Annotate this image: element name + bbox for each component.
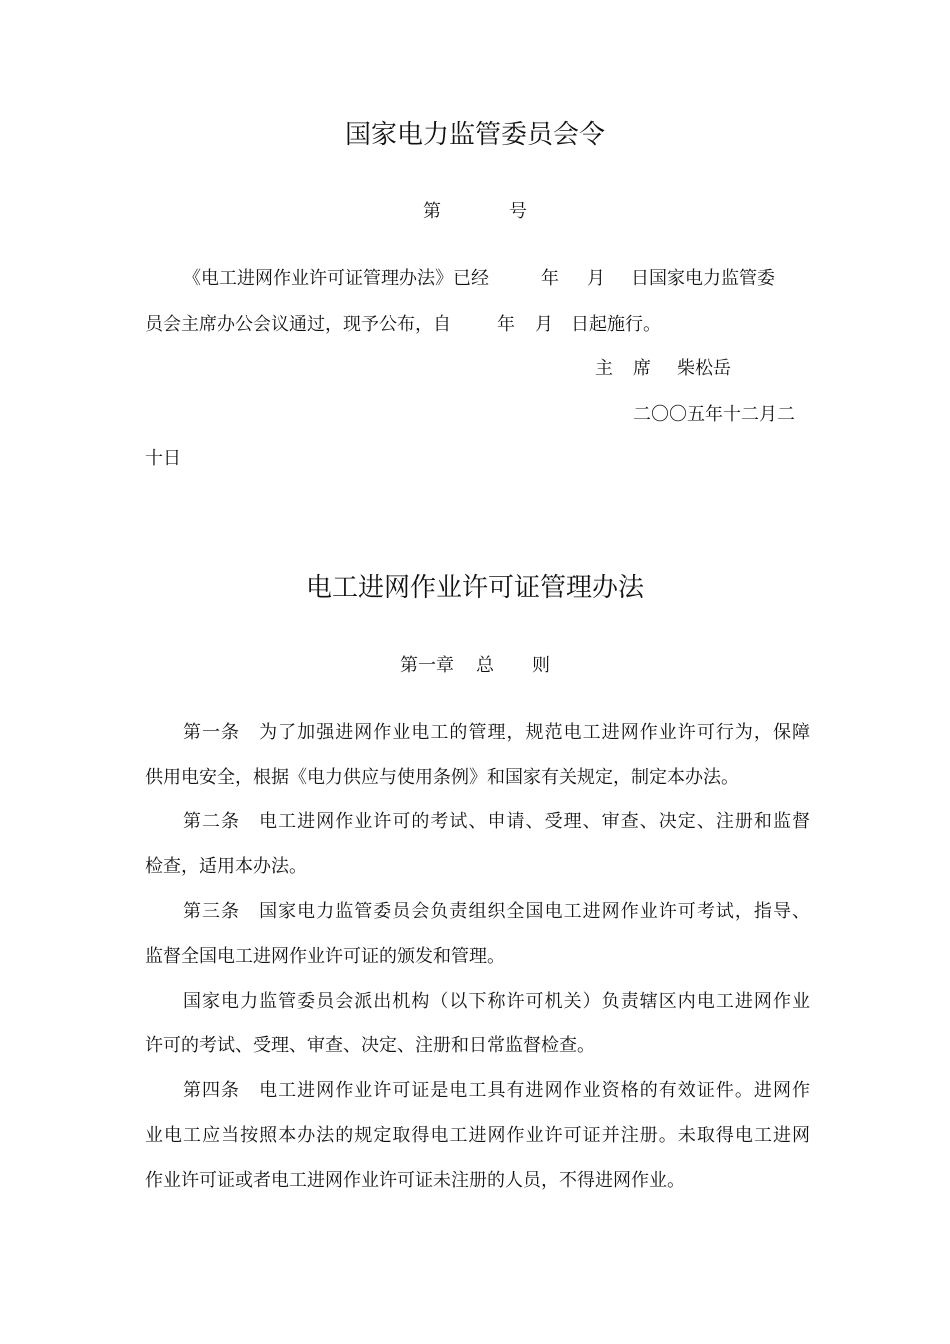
chapter-number: 第一章	[400, 655, 454, 676]
order-date-line-1: 二〇〇五年十二月二	[633, 404, 795, 425]
article-3-line-2: 监督全国电工进网作业许可证的颁发和管理。	[145, 946, 505, 967]
article-1-line-1: 第一条 为了加强进网作业电工的管理，规范电工进网作业许可行为，保障	[183, 722, 810, 743]
regulation-title: 电工进网作业许可证管理办法	[305, 573, 644, 603]
article-4-line-1: 第四条 电工进网作业许可证是电工具有进网作业资格的有效证件。进网作	[183, 1080, 810, 1101]
order-date-line-2: 十日	[145, 448, 181, 469]
chapter-name: 总	[476, 655, 494, 676]
order-number-suffix: 号	[509, 201, 527, 222]
chapter-name: 则	[532, 655, 550, 676]
article-1-line-2: 供用电安全，根据《电力供应与使用条例》和国家有关规定，制定本办法。	[145, 767, 739, 788]
announcement-text: 员会主席办公会议通过，现予公布，自	[145, 314, 451, 335]
order-number-prefix: 第	[423, 201, 441, 222]
article-3-para-2-line-2: 许可的考试、受理、审查、决定、注册和日常监督检查。	[145, 1035, 595, 1056]
article-4-line-2: 业电工应当按照本办法的规定取得电工进网作业许可证并注册。未取得电工进网	[145, 1125, 810, 1146]
announcement-month: 月	[587, 268, 605, 289]
signature-role: 席	[633, 358, 651, 379]
announcement-month: 月	[535, 314, 553, 335]
article-2-line-2: 检查，适用本办法。	[145, 856, 307, 877]
announcement-line-1	[183, 264, 848, 290]
announcement-text: 日起施行。	[571, 314, 661, 335]
order-title: 国家电力监管委员会令	[344, 120, 605, 150]
signature	[595, 354, 731, 380]
announcement-year: 年	[541, 268, 559, 289]
order-number	[0, 197, 950, 223]
article-3-line-1: 第三条 国家电力监管委员会负责组织全国电工进网作业许可考试，指导、	[183, 901, 810, 922]
article-2-line-1: 第二条 电工进网作业许可的考试、申请、受理、审查、决定、注册和监督	[183, 811, 810, 832]
announcement-year: 年	[497, 314, 515, 335]
announcement-text: 《电工进网作业许可证管理办法》已经	[183, 268, 489, 289]
chapter-heading	[0, 651, 950, 677]
announcement-text: 日国家电力监管委	[631, 268, 775, 289]
signature-role: 主	[595, 358, 613, 379]
article-4-line-3: 作业许可证或者电工进网作业许可证未注册的人员，不得进网作业。	[145, 1170, 685, 1191]
announcement-line-2	[145, 310, 810, 336]
signature-name: 柴松岳	[677, 358, 731, 379]
article-3-para-2-line-1: 国家电力监管委员会派出机构（以下称许可机关）负责辖区内电工进网作业	[183, 991, 810, 1012]
